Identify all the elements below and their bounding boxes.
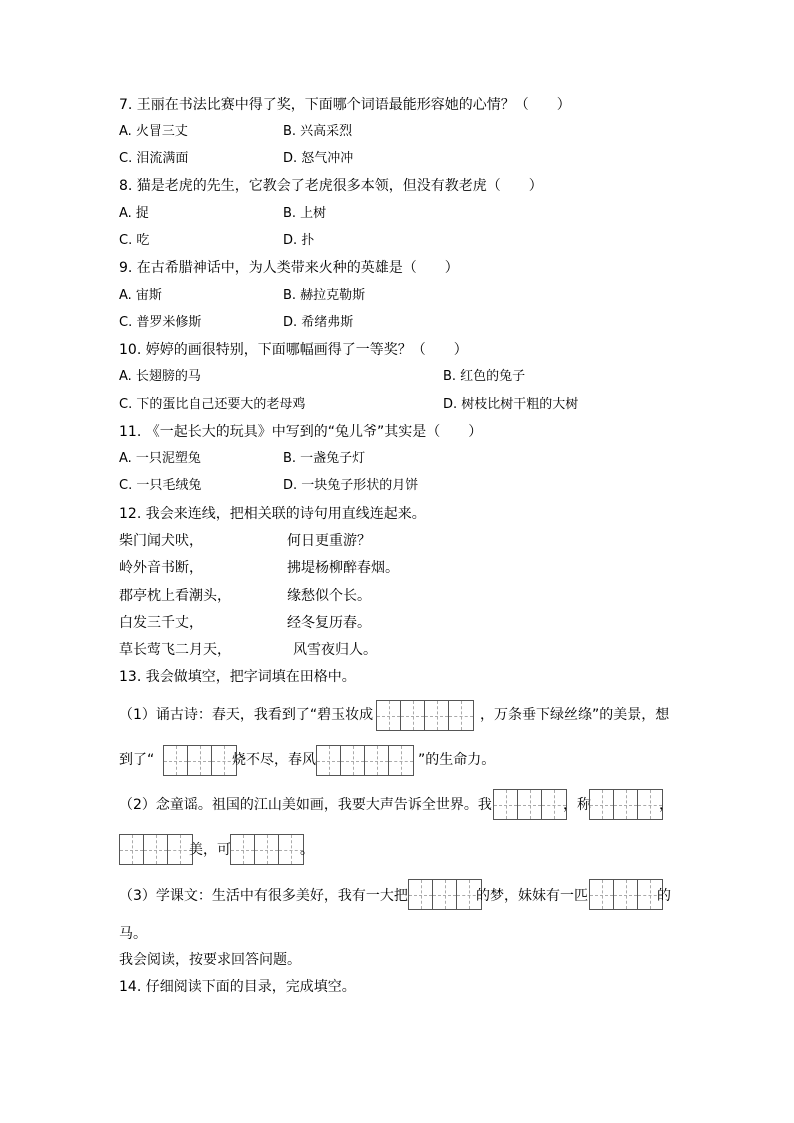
- tianzige-grid[interactable]: [230, 834, 304, 865]
- fill-text: 到了“: [119, 752, 155, 768]
- q8-option-a[interactable]: A. 捉: [119, 206, 149, 221]
- fill-text: 。: [300, 842, 314, 858]
- poem-right-line[interactable]: 风雪夜归人。: [293, 642, 377, 658]
- q9-option-d[interactable]: D. 希绪弗斯: [283, 315, 354, 330]
- poem-left-line[interactable]: 白发三千丈，: [119, 615, 203, 631]
- poem-left-line[interactable]: 草长莺飞二月天，: [119, 642, 231, 658]
- q10-option-c[interactable]: C. 下的蛋比自己还要大的老母鸡: [119, 397, 306, 412]
- question-10-stem: 10. 婷婷的画很特别，下面哪幅画得了一等奖？（ ）: [119, 342, 468, 358]
- fill-text: ，: [659, 797, 673, 813]
- q8-option-b[interactable]: B. 上树: [283, 206, 327, 221]
- tianzige-grid[interactable]: [119, 834, 193, 865]
- q7-option-d[interactable]: D. 怒气冲冲: [283, 151, 354, 166]
- poem-right-line[interactable]: 何日更重游？: [287, 533, 371, 549]
- poem-right-line[interactable]: 缘愁似个长。: [287, 588, 371, 604]
- poem-left-line[interactable]: 郡亭枕上看潮头，: [119, 588, 231, 604]
- q7-option-c[interactable]: C. 泪流满面: [119, 151, 189, 166]
- q11-option-c[interactable]: C. 一只毛绒兔: [119, 478, 202, 493]
- question-12-stem: 12. 我会来连线，把相关联的诗句用直线连起来。: [119, 506, 426, 522]
- q9-option-a[interactable]: A. 宙斯: [119, 288, 162, 303]
- question-11-stem: 11. 《一起长大的玩具》中写到的“兔儿爷”其实是（ ）: [119, 424, 483, 440]
- tianzige-grid[interactable]: [163, 745, 237, 776]
- question-7-stem: 7. 王丽在书法比赛中得了奖，下面哪个词语最能形容她的心情？（ ）: [119, 97, 571, 113]
- poem-right-line[interactable]: 经冬复历春。: [287, 615, 371, 631]
- poem-left-line[interactable]: 柴门闻犬吠，: [119, 533, 203, 549]
- q7-option-b[interactable]: B. 兴高采烈: [283, 124, 353, 139]
- q9-option-c[interactable]: C. 普罗米修斯: [119, 315, 202, 330]
- fill-text: ，万条垂下绿丝绦”的美景，想: [480, 707, 670, 723]
- fill-text: ，称: [563, 797, 591, 813]
- q10-option-b[interactable]: B. 红色的兔子: [443, 369, 526, 384]
- fill-text: 的梦，妹妹有一匹: [476, 888, 588, 904]
- question-13-stem: 13. 我会做填空，把字词填在田格中。: [119, 669, 356, 685]
- fill-text: ”的生命力。: [418, 752, 496, 768]
- tianzige-grid[interactable]: [316, 745, 414, 776]
- tianzige-grid[interactable]: [589, 789, 663, 820]
- fill-text: （2）念童谣。祖国的江山美如画，我要大声告诉全世界。我: [119, 797, 492, 813]
- tianzige-grid[interactable]: [589, 879, 663, 910]
- q11-option-d[interactable]: D. 一块兔子形状的月饼: [283, 478, 419, 493]
- q11-option-b[interactable]: B. 一盏兔子灯: [283, 451, 366, 466]
- q10-option-a[interactable]: A. 长翅膀的马: [119, 369, 201, 384]
- fill-text: 烧不尽，春风: [232, 752, 316, 768]
- poem-left-line[interactable]: 岭外音书断，: [119, 560, 203, 576]
- reading-heading: 我会阅读，按要求回答问题。: [119, 952, 301, 968]
- q8-option-c[interactable]: C. 吃: [119, 233, 150, 248]
- fill-text: 马。: [119, 926, 147, 942]
- fill-text: （1）诵古诗：春天，我看到了“碧玉妆成: [119, 707, 374, 723]
- question-9-stem: 9. 在古希腊神话中，为人类带来火种的英雄是（ ）: [119, 260, 459, 276]
- question-14-stem: 14. 仔细阅读下面的目录，完成填空。: [119, 979, 356, 995]
- q11-option-a[interactable]: A. 一只泥塑兔: [119, 451, 201, 466]
- tianzige-grid[interactable]: [408, 879, 482, 910]
- poem-right-line[interactable]: 拂堤杨柳醉春烟。: [287, 560, 399, 576]
- tianzige-grid[interactable]: [376, 700, 474, 731]
- q10-option-d[interactable]: D. 树枝比树干粗的大树: [443, 397, 579, 412]
- question-8-stem: 8. 猫是老虎的先生，它教会了老虎很多本领，但没有教老虎（ ）: [119, 178, 543, 194]
- fill-text: 的: [657, 888, 671, 904]
- q8-option-d[interactable]: D. 扑: [283, 233, 315, 248]
- fill-text: 美，可: [189, 842, 231, 858]
- fill-text: （3）学课文：生活中有很多美好，我有一大把: [119, 888, 408, 904]
- q9-option-b[interactable]: B. 赫拉克勒斯: [283, 288, 366, 303]
- q7-option-a[interactable]: A. 火冒三丈: [119, 124, 188, 139]
- tianzige-grid[interactable]: [493, 789, 567, 820]
